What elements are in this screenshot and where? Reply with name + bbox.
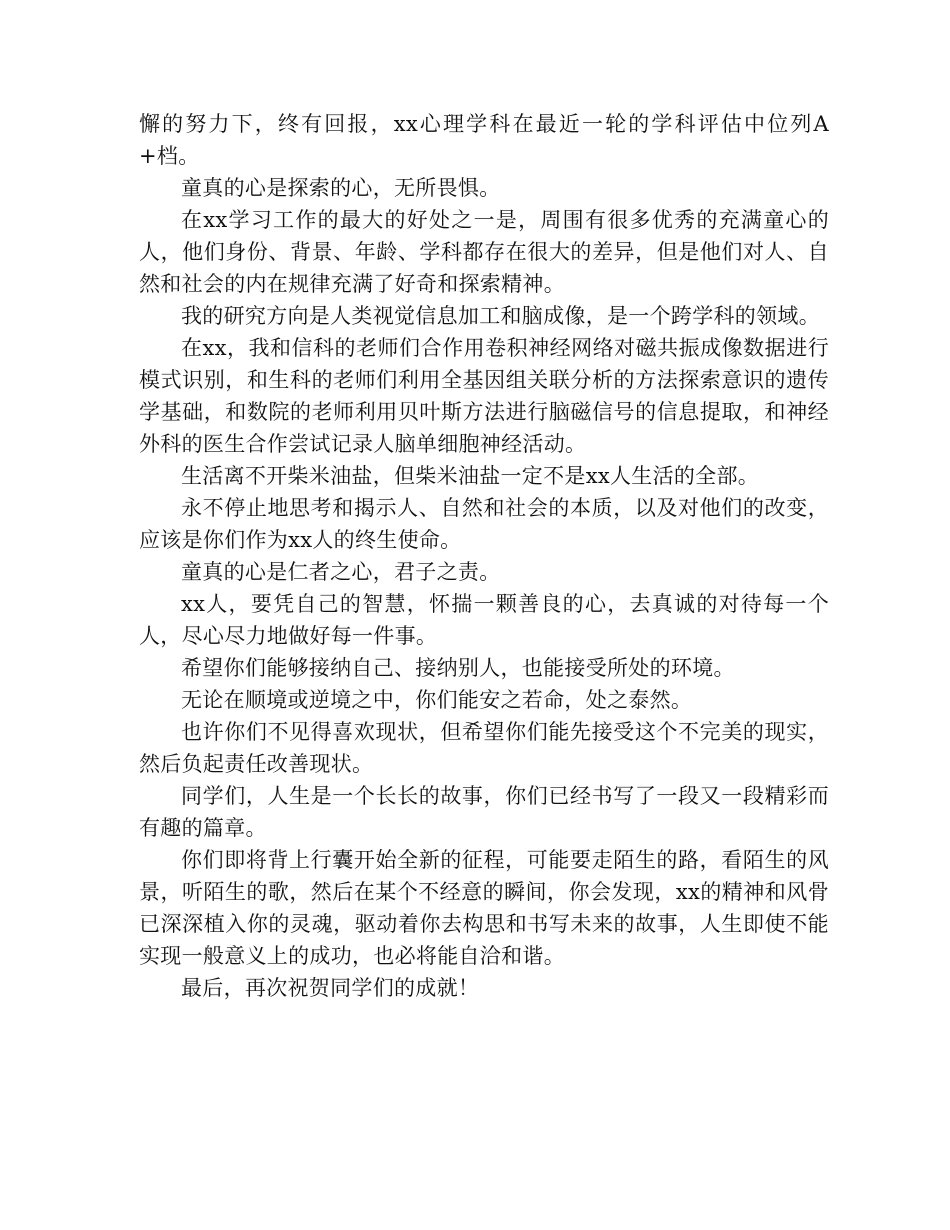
paragraph: 童真的心是探索的心，无所畏惧。 bbox=[181, 176, 501, 200]
paragraph: 在xx，我和信科的老师们合作用卷积神经网络对磁共振成像数据进行模式识别，和生科的老师们利用全基因组关联分析的方法探索意识的遗传学基础，和数院的老师利用贝叶斯方法进行脑磁信号的信息提取，和神经外科的医生合作尝试记录人脑单细胞神经活动。 bbox=[139, 336, 829, 456]
paragraph: 在xx学习工作的最大的好处之一是，周围有很多优秀的充满童心的人，他们身份、背景、年龄、学科都存在很大的差异，但是他们对人、自然和社会的内在规律充满了好奇和探索精神。 bbox=[139, 208, 829, 296]
paragraph: 也许你们不见得喜欢现状，但希望你们能先接受这个不完美的现实，然后负起责任改善现状。 bbox=[139, 720, 829, 776]
document-body bbox=[139, 108, 829, 1004]
paragraph: 我的研究方向是人类视觉信息加工和脑成像，是一个跨学科的领域。 bbox=[181, 304, 820, 328]
paragraph: 同学们，人生是一个长长的故事，你们已经书写了一段又一段精彩而有趣的篇章。 bbox=[139, 784, 829, 840]
paragraph: 生活离不开柴米油盐，但柴米油盐一定不是xx人生活的全部。 bbox=[181, 464, 760, 488]
paragraph: 永不停止地思考和揭示人、自然和社会的本质，以及对他们的改变，应该是你们作为xx人的终生使命。 bbox=[139, 496, 829, 552]
paragraph: 无论在顺境或逆境之中，你们能安之若命，处之泰然。 bbox=[181, 688, 693, 712]
paragraph: 最后，再次祝贺同学们的成就！ bbox=[181, 976, 480, 1000]
paragraph: 懈的努力下，终有回报，xx心理学科在最近一轮的学科评估中位列A+档。 bbox=[139, 112, 829, 168]
paragraph: xx人，要凭自己的智慧，怀揣一颗善良的心，去真诚的对待每一个人，尽心尽力地做好每一件事。 bbox=[139, 592, 829, 648]
paragraph: 希望你们能够接纳自己、接纳别人，也能接受所处的环境。 bbox=[181, 656, 735, 680]
paragraph: 童真的心是仁者之心，君子之责。 bbox=[181, 560, 501, 584]
paragraph: 你们即将背上行囊开始全新的征程，可能要走陌生的路，看陌生的风景，听陌生的歌，然后在某个不经意的瞬间，你会发现，xx的精神和风骨已深深植入你的灵魂，驱动着你去构思和书写未来的故事，人生即使不能实现一般意义上的成功，也必将能自洽和谐。 bbox=[139, 848, 829, 968]
